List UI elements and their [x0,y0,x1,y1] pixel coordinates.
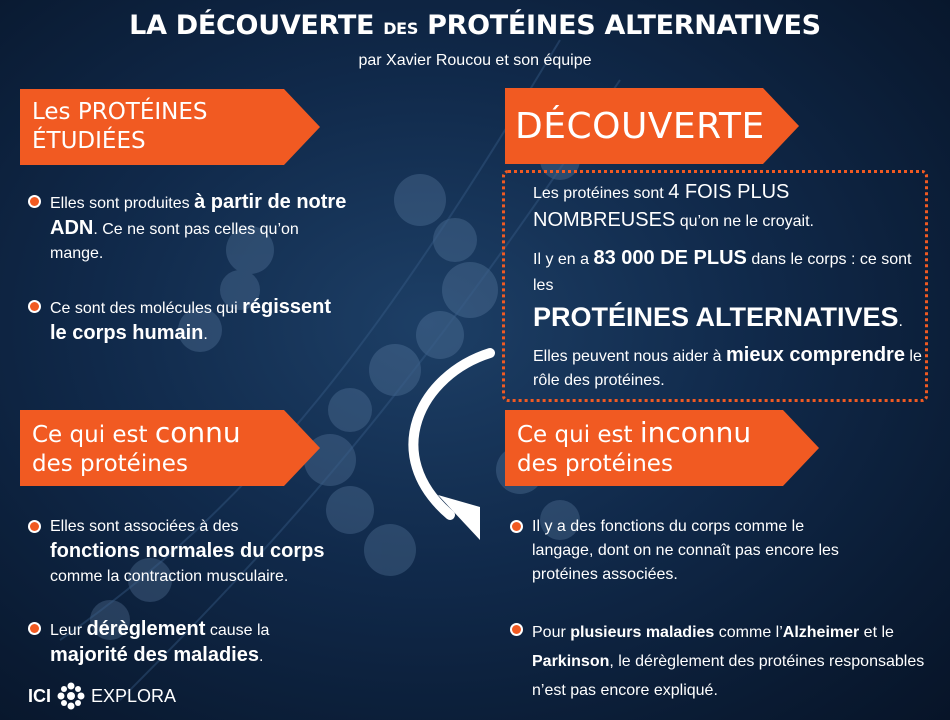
list-item: Elles sont produites à partir de notre ADN. Ce ne sont pas celles qu’on mange. [50,190,350,266]
bullet-icon [512,625,521,634]
list-item: Pour plusieurs maladies comme l’Alzheimer et le Parkinson, le dérèglement des protéines responsables n’est pas encore expliqué. [532,618,932,705]
list-item: Ce sont des molécules qui régissent le corps humain. [50,295,350,347]
banner-discovery: DÉCOUVERTE [505,88,763,164]
discovery-paragraph-3: Elles peuvent nous aider à mieux comprendre le rôle des protéines. [533,344,922,389]
curved-arrow-icon [380,345,510,555]
banner-known: Ce qui est connu des protéines [20,410,284,486]
list-item: Elles sont associées à des fonctions normales du corps comme la contraction musculaire. [50,515,380,589]
banner-proteins-studied: Les PROTÉINES ÉTUDIÉES [20,89,284,165]
ici-explora-logo: ICI EXPLORA [28,682,176,710]
list-item: Leur dérèglement cause la majorité des maladies. [50,617,350,669]
radio-canada-gem-icon [57,682,85,710]
discovery-box [502,170,928,402]
bullet-icon [30,624,39,633]
page-title: LA DÉCOUVERTE DES PROTÉINES ALTERNATIVES [129,10,821,41]
discovery-paragraph-2: Il y en a 83 000 DE PLUS dans le corps : ce sont les PROTÉINES ALTERNATIVES. [533,247,912,332]
bullet-icon [512,522,521,531]
bullet-icon [30,302,39,311]
bullet-icon [30,197,39,206]
banner-unknown: Ce qui est inconnu des protéines [505,410,783,486]
bullet-icon [30,522,39,531]
page-subtitle: par Xavier Roucou et son équipe [358,52,592,69]
discovery-paragraph-1: Les protéines sont 4 FOIS PLUS NOMBREUSES qu’on ne le croyait. [533,181,814,231]
list-item: Il y a des fonctions du corps comme le langage, dont on ne connaît pas encore les protéines associées. [532,515,862,587]
